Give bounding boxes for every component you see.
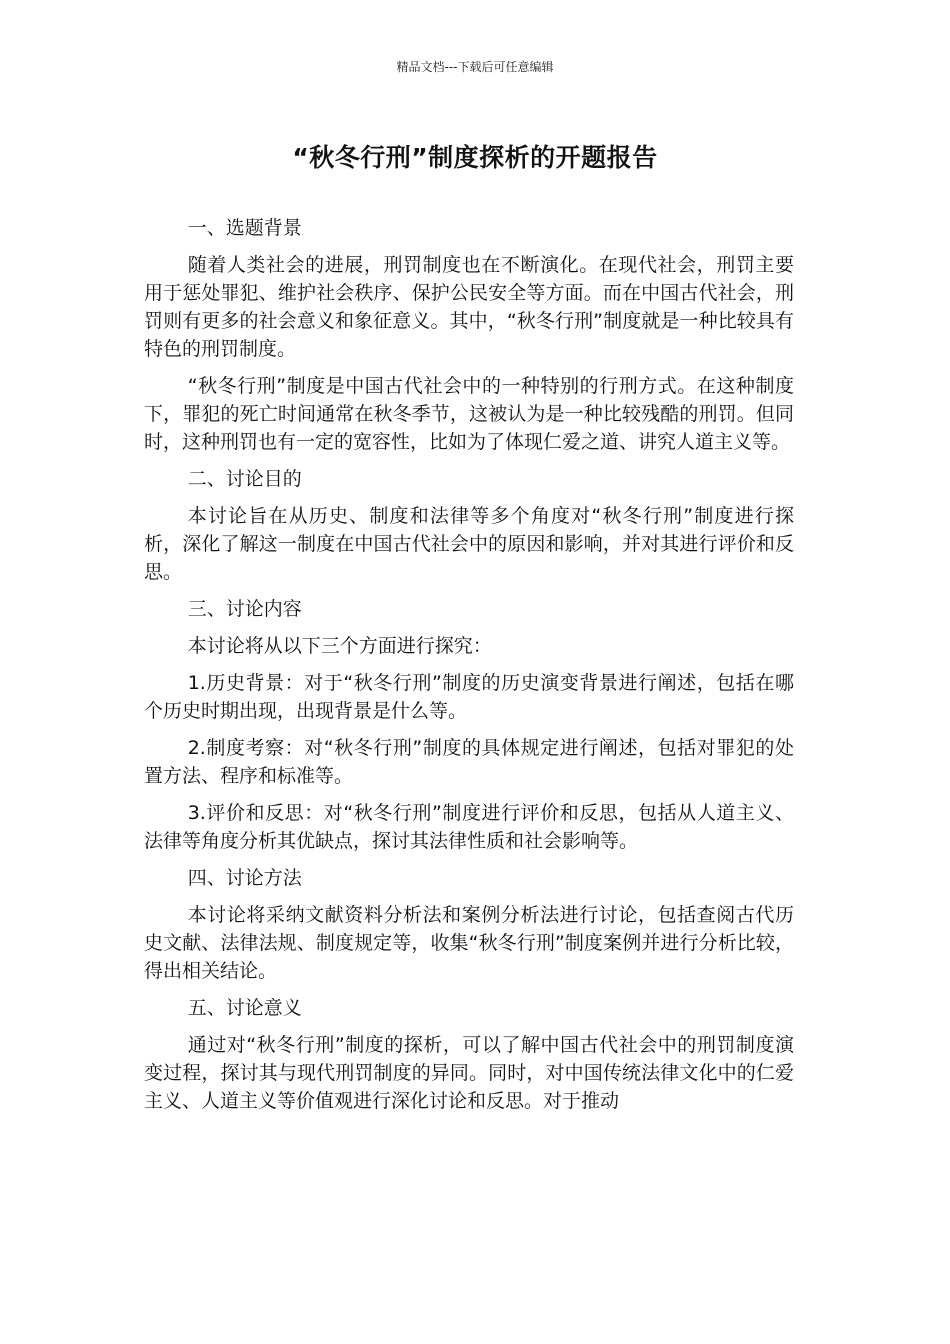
paragraph: “秋冬行刑”制度是中国古代社会中的一种特别的行刑方式。在这种制度下，罪犯的死亡时间通常在秋冬季节，这被认为是一种比较残酷的刑罚。但同时，这种刑罚也有一定的宽容性，比如为了体现仁爱之道、讲究人道主义等。 <box>144 375 794 453</box>
paragraph: 本讨论旨在从历史、制度和法律等多个角度对“秋冬行刑”制度进行探析，深化了解这一制度在中国古代社会中的原因和影响，并对其进行评价和反思。 <box>144 505 794 583</box>
paragraph: 随着人类社会的进展，刑罚制度也在不断演化。在现代社会，刑罚主要用于惩处罪犯、维护社会秩序、保护公民安全等方面。而在中国古代社会，刑罚则有更多的社会意义和象征意义。其中，“秋冬行刑”制度就是一种比较具有特色的刑罚制度。 <box>144 254 794 360</box>
list-item: 3.评价和反思：对“秋冬行刑”制度进行评价和反思，包括从人道主义、法律等角度分析其优缺点，探讨其法律性质和社会影响等。 <box>144 802 794 852</box>
list-item: 1.历史背景：对于“秋冬行刑”制度的历史演变背景进行阐述，包括在哪个历史时期出现，出现背景是什么等。 <box>144 672 794 722</box>
section-heading-background: 一、选题背景 <box>187 217 302 239</box>
document-body <box>144 214 794 1124</box>
section-heading-significance: 五、讨论意义 <box>187 997 302 1019</box>
section-heading-purpose: 二、讨论目的 <box>187 468 302 490</box>
header-note: 精品文档---下载后可任意编辑 <box>396 60 554 74</box>
paragraph: 通过对“秋冬行刑”制度的探析，可以了解中国古代社会中的刑罚制度演变过程，探讨其与现代刑罚制度的异同。同时，对中国传统法律文化中的仁爱主义、人道主义等价值观进行深化讨论和反思。对于推动 <box>144 1034 794 1112</box>
list-item: 2.制度考察：对“秋冬行刑”制度的具体规定进行阐述，包括对罪犯的处置方法、程序和标准等。 <box>144 737 794 787</box>
section-heading-method: 四、讨论方法 <box>187 867 302 889</box>
section-heading-content: 三、讨论内容 <box>187 598 302 620</box>
paragraph: 本讨论将采纳文献资料分析法和案例分析法进行讨论，包括查阅古代历史文献、法律法规、制度规定等，收集“秋冬行刑”制度案例并进行分析比较，得出相关结论。 <box>144 904 794 982</box>
paragraph: 本讨论将从以下三个方面进行探究： <box>187 635 492 657</box>
document-title: “秋冬行刑”制度探析的开题报告 <box>292 143 658 172</box>
